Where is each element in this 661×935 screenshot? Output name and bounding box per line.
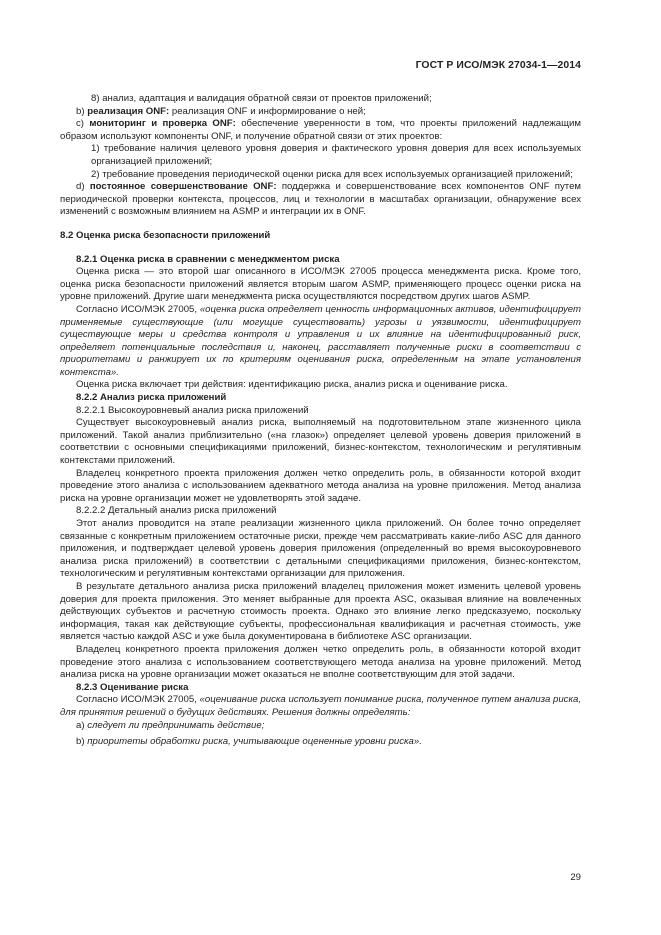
paragraph: Владелец конкретного проекта приложения должен четко определить роль, в обязанности которой входит проведение этого анализа с использованием соответствующего метода анализа на уровне приложений. Метод анализа риска на уровне организации может оказаться не вполне соответствующим для этой задачи.: [60, 643, 581, 681]
list-item-c: c) мониторинг и проверка ONF: обеспечение уверенности в том, что проекты приложений надлежащим образом используют компоненты ONF, и получение обратной связи от этих проектов:: [60, 118, 581, 142]
paragraph: В результате детального анализа риска приложений владелец приложения может изменить целевой уровень доверия для проекта приложения. Это меняет выбранные для проекта ASC, оказывая влияние на вовлеченных действующих субъектов и расчетную стоимость проекта. Однако это влияние легко предсказуемо, поскольку информация, такая как действующие субъекты, профессиональная квалификация и расчетная стоимость, уже является частью каждой ASC и уже была документирована в библиотеке ASC организации.: [60, 580, 581, 643]
list-item-a: а) следует ли предпринимать действие;: [76, 719, 265, 731]
list-item-b-quote: b) приоритеты обработки риска, учитывающие оцененные уровни риска».: [76, 736, 422, 748]
section-heading-8-2-2-1: 8.2.2.1 Высокоуровневый анализ риска приложений: [76, 404, 309, 416]
list-item-c1: 1) требование наличия целевого уровня доверия и фактического уровня доверия для всех используемых организацией приложений;: [91, 143, 581, 167]
document-header: ГОСТ Р ИСО/МЭК 27034-1—2014: [415, 60, 581, 71]
list-item-c2: 2) требование проведения периодической оценки риска для всех используемых организацией приложений;: [91, 168, 573, 180]
section-heading-8-2-1: 8.2.1 Оценка риска в сравнении с менеджментом риска: [76, 253, 340, 265]
page-number: 29: [570, 872, 581, 883]
paragraph: Владелец конкретного проекта приложения должен четко определить роль, в обязанности которой входит проведение этого анализа с использованием адекватного метода анализа на уровне приложения. Метод анализа риска на уровне организации может не удовлетворять этой задаче.: [60, 467, 581, 504]
list-item-8: 8) анализ, адаптация и валидация обратной связи от проектов приложений;: [91, 93, 432, 104]
paragraph-quote: Согласно ИСО/МЭК 27005, «оценка риска определяет ценность информационных активов, идентифицирует применяемые существующие (или могущие существовать) угрозы и уязвимости, идентифицирует существующие меры и средства контроля и управления и их влияние на идентифицированный риск, определяет потенциальные последствия и, наконец, расставляет полученные риски в соответствии с приоритетами и ранжирует их по критериям оценивания риска, определенным на этапе установления контекста».: [60, 303, 581, 378]
document-body: [60, 93, 581, 749]
list-item-b: b) реализация ONF: реализация ONF и информирование о ней;: [76, 105, 366, 117]
list-item-c-sub: [60, 143, 581, 181]
paragraph: Существует высокоуровневый анализ риска, выполняемый на подготовительном этапе жизненного цикла приложений. Такой анализ приблизительно («на глазок») определяет целевой уровень доверия приложений в соответствии с основными спецификациями приложений, бизнес-контекстом, технологическим и регулятивным контекстами приложений.: [60, 417, 581, 467]
section-heading-8-2-2-2: 8.2.2.2 Детальный анализ риска приложений: [76, 505, 277, 517]
section-heading-8-2: 8.2 Оценка риска безопасности приложений: [60, 229, 271, 241]
paragraph: Оценка риска включает три действия: идентификацию риска, анализ риска и оценивание риска.: [76, 379, 508, 391]
section-heading-8-2-2: 8.2.2 Анализ риска приложений: [76, 392, 227, 404]
paragraph-quote: Согласно ИСО/МЭК 27005, «оценивание риска использует понимание риска, полученное путем анализа риска, для принятия решений о будущих действиях. Решения должны определять:: [60, 694, 581, 718]
paragraph: Оценка риска — это второй шаг описанного в ИСО/МЭК 27005 процесса менеджмента риска. Кроме того, оценка риска безопасности приложений является вторым шагом ASMP, применяющего процесс оценки риска на уровне приложений. Другие шаги менеджмента риска осуществляются посредством других шагов ASMP.: [60, 266, 581, 303]
list-item-d: d) постоянное совершенствование ONF: поддержка и совершенствование всех компонентов ONF путем периодической проверки контекста, процессов, лиц и технологии в масштабах организации, обнаружение всех изменений с возможным влиянием на ASMP и интеграции их в ONF.: [60, 181, 582, 218]
section-heading-8-2-3: 8.2.3 Оценивание риска: [76, 681, 189, 693]
paragraph: Этот анализ проводится на этапе реализации жизненного цикла приложений. Он более точно определяет связанные с конкретным приложением остаточные риски, прежде чем рассматривать какие-либо ASC для данного приложения, и подтверждает целевой уровень доверия приложения (определенный во время высокоуровневого анализа риска приложений) в соответствии с детальными спецификациями приложения, бизнес-контекстом, технологическим и регулятивным контекстами организации для приложения.: [60, 518, 581, 580]
